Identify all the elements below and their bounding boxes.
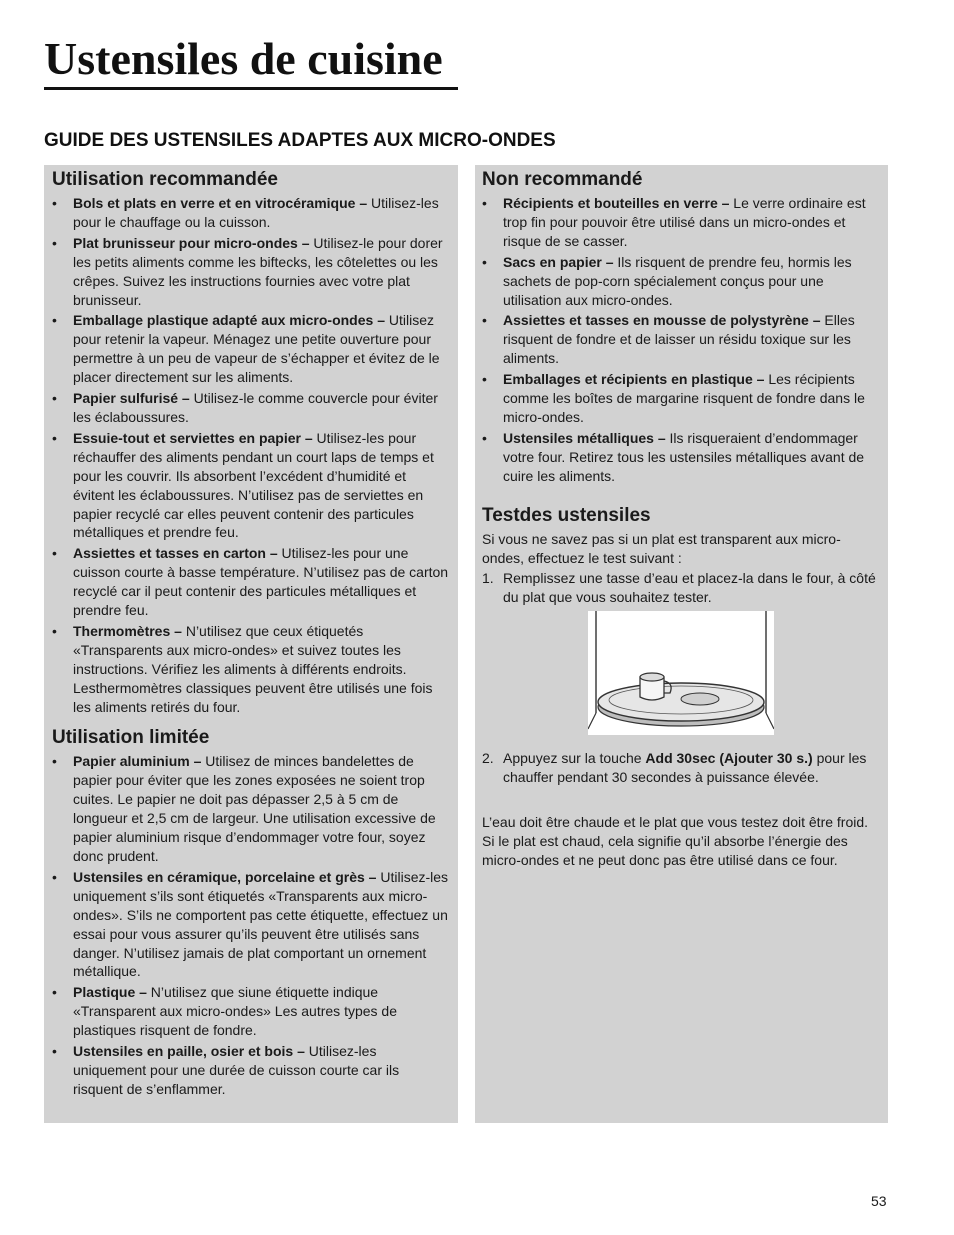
list-item: • Ustensiles métalliques – Ils risqueraient d’endommager votre four. Retirez tous les ustensiles métalliques avant de cuire les aliments.	[482, 429, 865, 484]
test-intro: Si vous ne savez pas si un plat est transparent aux micro-ondes, effectuez le test suivant :	[482, 530, 841, 566]
right-panel	[475, 165, 888, 1123]
list-item: • Papier aluminium – Utilisez de minces bandelettes de papier pour éviter que les zones exposées ne soient trop cuites. Le papier ne doit pas dépasser 2,5 à 5 cm de longueur et 2,5 cm de largeur. Une utilisation excessive de papier aluminium risque d’endommager votre four, soyez donc prudent.	[52, 753, 436, 864]
page-number: 53	[871, 1193, 887, 1209]
left-panel	[44, 165, 458, 1123]
list-item: • Emballages et récipients en plastique – Les récipients comme les boîtes de margarine risquent de fondre dans le micro-ondes.	[482, 371, 865, 425]
list-item: • Sacs en papier – Ils risquent de prendre feu, hormis les sachets de pop-corn spécialement conçus pour une utilisation aux micro-ondes.	[482, 253, 852, 308]
recommended-title: Utilisation recommandée	[52, 169, 278, 190]
list-item: • Ustensiles en paille, osier et bois – Utilisez-les uniquement pour une durée de cuisson courte car ils risquent de s’enflammer.	[52, 1043, 400, 1097]
list-item: • Plastique – N’utilisez que siune étiquette indique «Transparent aux micro-ondes» Les autres types de plastiques risquent de fondre.	[52, 984, 397, 1039]
list-item: • Récipients et bouteilles en verre – Le verre ordinaire est trop fin pour pouvoir être utilisé dans un micro-ondes et risque de se casser.	[482, 195, 866, 249]
list-item: • Plat brunisseur pour micro-ondes – Utilisez-le pour dorer les petits aliments comme les biftecks, les côtelettes ou les crêpes. Suivez les instructions fournies avec votre plat brunisseur.	[52, 234, 443, 308]
list-item: • Ustensiles en céramique, porcelaine et grès – Utilisez-les uniquement s’ils sont étiquetés «Transparents aux micro-ondes». S’ils ne comportent pas cette étiquette, effectuez un essai pour vous assurer qu’ils peuvent être utilisés sans danger. N’utilisez jamais de plat comportant un ornement métallique.	[52, 868, 449, 980]
guide-heading: GUIDE DES USTENSILES ADAPTES AUX MICRO-ONDES	[44, 130, 556, 151]
test-steps	[482, 569, 882, 607]
list-item: 1. Remplissez une tasse d’eau et placez-la dans le four, à côté du plat que vous souhaitez tester.	[482, 570, 876, 606]
not-recommended-title: Non recommandé	[482, 169, 643, 190]
test-steps-continued	[482, 749, 882, 787]
title-underline	[44, 87, 458, 90]
limited-list	[52, 752, 450, 1098]
recommended-list	[52, 194, 450, 716]
page-title: Ustensiles de cuisine	[44, 33, 443, 84]
list-item: • Assiettes et tasses en carton – Utilisez-les pour une cuisson courte à basse température. N’utilisez pas de carton recyclé car il peut contenir des particules métalliques et prendre feu.	[52, 545, 449, 619]
list-item: • Assiettes et tasses en mousse de polystyrène – Elles risquent de fondre et de laisser un résidu toxique sur les aliments.	[482, 312, 855, 367]
test-conclusion: L’eau doit être chaude et le plat que vous testez doit être froid. Si le plat est chaud, cela signifie qu’il absorbe l’énergie des micro-ondes et ne peut donc pas être utilisé dans ce four.	[482, 814, 869, 868]
limited-title: Utilisation limitée	[52, 727, 210, 749]
microwave-cup-and-plate-icon	[588, 611, 774, 735]
list-item: • Thermomètres – N’utilisez que ceux étiquetés «Transparents aux micro-ondes» et suivez toutes les instructions. Vérifiez les aliments à différents endroits. Lesthermomètres classiques peuvent être utilisés une fois les aliments retirés du four.	[52, 622, 433, 715]
list-item: • Essuie-tout et serviettes en papier – Utilisez-les pour réchauffer des aliments pendant un court laps de temps et pour les couvrir. Ils absorbent l’excédent d’humidité et évitent les éclaboussures. N’utilisez pas de serviettes en papier recyclé car elles peuvent contenir des particules métalliques et prendre feu.	[52, 429, 434, 541]
not-recommended-list	[482, 194, 882, 486]
list-item: • Papier sulfurisé – Utilisez-le comme couvercle pour éviter les éclaboussures.	[52, 390, 438, 425]
list-item: • Emballage plastique adapté aux micro-ondes – Utilisez pour retenir la vapeur. Ménagez une petite ouverture pour permettre à un peu de vapeur de s’échapper et évitez de le placer directement sur les aliments.	[52, 312, 440, 386]
list-item: 2. Appuyez sur la touche Add 30sec (Ajouter 30 s.) pour les chauffer pendant 30 secondes à puissance élevée.	[482, 750, 867, 786]
test-title: Testdes ustensiles	[482, 504, 651, 526]
list-item: • Bols et plats en verre et en vitrocéramique – Utilisez-les pour le chauffage ou la cuisson.	[52, 195, 439, 230]
